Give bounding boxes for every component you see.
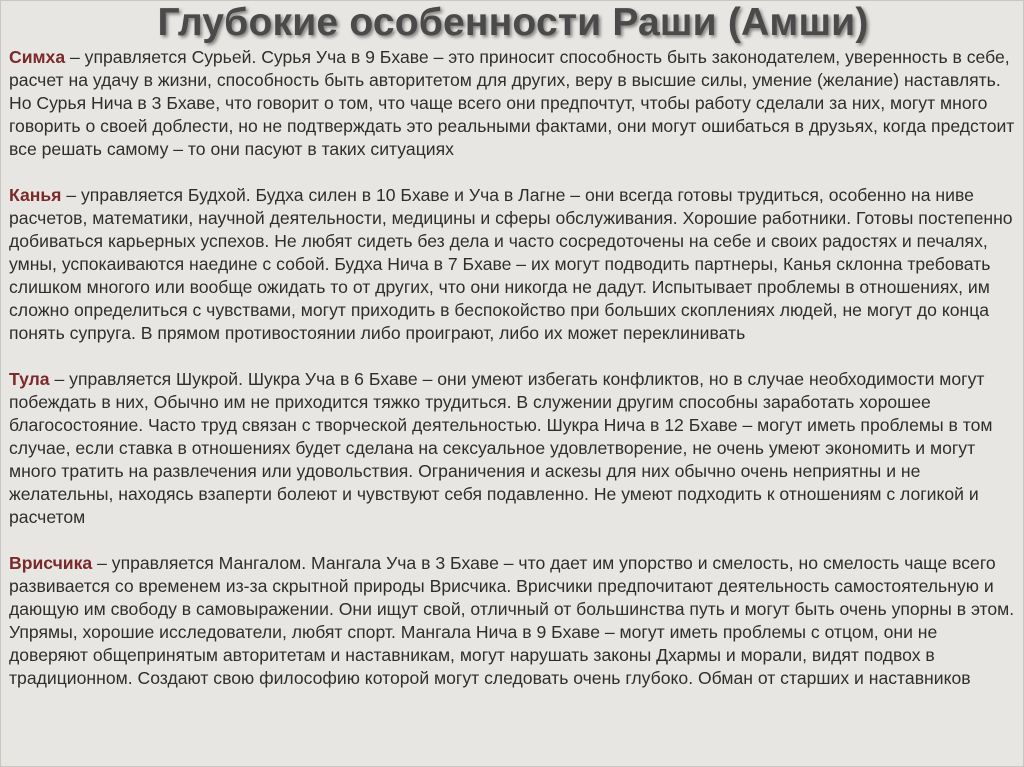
paragraph-text: – управляется Сурьей. Сурья Уча в 9 Бхаве – это приносит способность быть законодателем, уверенность в себе, расчет на удачу в жизни, способность быть авторитетом для других, веру в высшие силы, умение (желание) наставлять. Но Сурья Нича в 3 Бхаве, что говорит о том, что чаще всего они предпочтут, чтобы работу сделали за них, могут много говорить о своей доблести, но не подтверждать это реальными фактами, они могут ошибаться в друзьях, когда предстоит все решать самому – то они пасуют в таких ситуациях: [9, 47, 1015, 159]
sign-name: Канья: [9, 185, 62, 205]
sign-name: Симха: [9, 47, 66, 67]
paragraph-tula: [9, 368, 1017, 529]
paragraph-vrischika: [9, 552, 1017, 690]
paragraph-text: – управляется Мангалом. Мангала Уча в 3 Бхаве – что дает им упорство и смелость, но смелость чаще всего развивается со временем из-за скрытной природы Врисчика. Врисчики предпочитают деятельность самостоятельную и дающую им свободу в самовыражении. Они ищут свой, отличный от большинства путь и могут быть очень упорны в этом. Упрямы, хорошие исследователи, любят спорт. Мангала Нича в 9 Бхаве – могут иметь проблемы с отцом, они не доверяют общепринятым авторитетам и наставникам, могут нарушать законы Дхармы и морали, видят подвох в традиционном. Создают свою философию которой могут следовать очень глубоко. Обман от старших и наставников: [9, 553, 1015, 688]
page-title: Глубокие особенности Раши (Амши): [157, 1, 869, 44]
paragraph-text: – управляется Шукрой. Шукра Уча в 6 Бхаве – они умеют избегать конфликтов, но в случае необходимости могут побеждать в них, Обычно им не приходится тяжко трудиться. В служении другим способны заработать хорошее благосостояние. Часто труд связан с творческой деятельностью. Шукра Нича в 12 Бхаве – могут иметь проблемы в том случае, если ставка в отношениях будет сделана на сексуальное удовлетворение, не очень умеют экономить и могут много тратить на развлечения или удовольствия. Ограничения и аскезы для них обычно очень неприятны и не желательны, находясь взаперти болеют и чувствуют себя подавленно. Не умеют подходить к отношениям с логикой и расчетом: [9, 369, 993, 527]
sign-name: Тула: [9, 369, 50, 389]
sign-name: Врисчика: [9, 553, 93, 573]
paragraph-text: – управляется Будхой. Будха силен в 10 Бхаве и Уча в Лагне – они всегда готовы трудиться, особенно на ниве расчетов, математики, научной деятельности, медицины и сферы обслуживания. Хорошие работники. Готовы постепенно добиваться карьерных успехов. Не любят сидеть без дела и часто сосредоточены на себе и своих радостях и печалях, умны, успокаиваются наедине с собой. Будха Нича в 7 Бхаве – их могут подводить партнеры, Канья склонна требовать слишком многого или вообще ожидать то от других, что они никогда не дадут. Испытывает проблемы в отношениях, им сложно определиться с чувствами, могут приходить в беспокойство при больших скоплениях людей, не могут до конца понять супруга. В прямом противостоянии либо проиграют, либо их может переклинивать: [9, 185, 1013, 343]
paragraph-simha: [9, 46, 1017, 161]
slide-body: [9, 46, 1017, 690]
paragraph-kanya: [9, 184, 1017, 345]
